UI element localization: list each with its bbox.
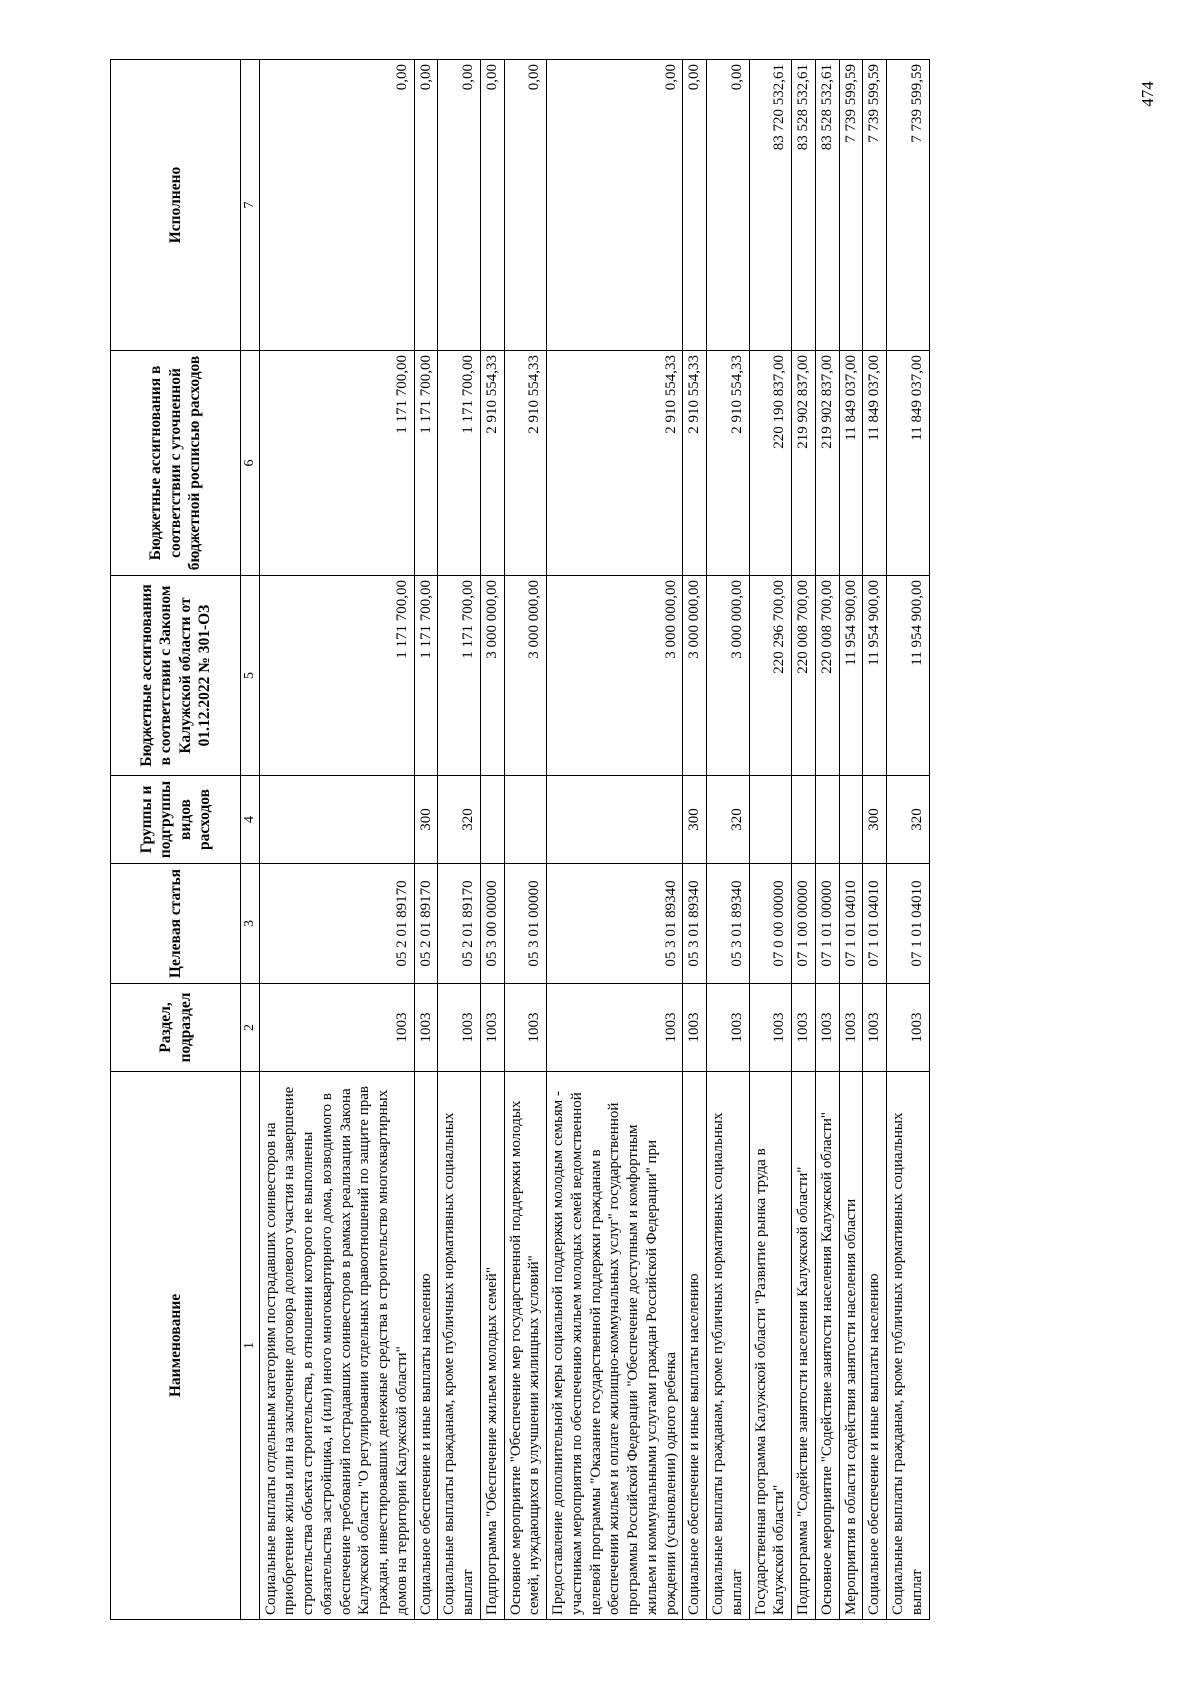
row-name: Социальные выплаты гражданам, кроме публичных нормативных социальных выплат [438,1072,481,1620]
row-target-article: 05 3 01 89340 [547,864,683,984]
table-row [815,60,839,1620]
row-executed: 83 528 532,61 [792,60,816,351]
row-name: Основное мероприятие "Содействие занятости населения Калужской области" [815,1072,839,1620]
row-section: 1003 [259,984,414,1072]
row-executed: 0,00 [414,60,438,351]
row-expense-group: 300 [414,776,438,864]
row-expense-group [815,776,839,864]
row-executed: 0,00 [504,60,547,351]
row-name: Социальное обеспечение и иные выплаты населению [414,1072,438,1620]
row-target-article: 05 2 01 89170 [414,864,438,984]
row-law-allocation: 220 296 700,00 [749,576,792,776]
column-number: 5 [241,576,260,776]
header-executed: Исполнено [111,60,241,351]
row-refined-allocation: 219 902 837,00 [792,351,816,576]
column-number: 2 [241,984,260,1072]
row-section: 1003 [683,984,707,1072]
row-section: 1003 [839,984,863,1072]
row-refined-allocation: 1 171 700,00 [438,351,481,576]
column-number: 1 [241,1072,260,1620]
row-expense-group [792,776,816,864]
header-law-allocation: Бюджетные ассигнования в соответствии с Законом Калужской области от 01.12.2022 № 301-ОЗ [111,576,241,776]
row-name: Социальное обеспечение и иные выплаты населению [683,1072,707,1620]
page-number: 474 [1138,81,1157,107]
row-target-article: 05 3 00 00000 [480,864,504,984]
row-target-article: 05 3 01 89340 [683,864,707,984]
row-target-article: 07 1 01 04010 [863,864,887,984]
table-row [707,60,750,1620]
row-section: 1003 [414,984,438,1072]
row-name: Социальные выплаты отдельным категориям пострадавших соинвесторов на приобретение жилья или на заключение договора долевого участия на завершение строительства объекта строительства, в отношении которого не выполнены обязательства застройщика, и (или) иного многоквартирного дома, возводимого в обеспечение требований пострадавших соинвесторов в рамках реализации Закона Калужской области "О регулировании отдельных правоотношений по защите прав граждан, инвестировавших денежные средства в строительство многоквартирных домов на территории Калужской области" [259,1072,414,1620]
row-executed: 0,00 [683,60,707,351]
row-law-allocation: 3 000 000,00 [547,576,683,776]
row-section: 1003 [887,984,930,1072]
row-expense-group [504,776,547,864]
row-refined-allocation: 2 910 554,33 [547,351,683,576]
row-law-allocation: 3 000 000,00 [480,576,504,776]
row-target-article: 05 3 01 00000 [504,864,547,984]
row-refined-allocation: 2 910 554,33 [504,351,547,576]
row-name: Мероприятия в области содействия занятости населения области [839,1072,863,1620]
row-expense-group: 300 [863,776,887,864]
row-law-allocation: 1 171 700,00 [438,576,481,776]
row-expense-group: 320 [707,776,750,864]
row-section: 1003 [749,984,792,1072]
row-name: Подпрограмма "Обеспечение жильем молодых семей" [480,1072,504,1620]
row-target-article: 05 2 01 89170 [438,864,481,984]
row-refined-allocation: 11 849 037,00 [887,351,930,576]
row-refined-allocation: 2 910 554,33 [683,351,707,576]
header-refined-allocation: Бюджетные ассигнования в соответствии с уточненной бюджетной росписью расходов [111,351,241,576]
header-row [111,60,241,1620]
table-row [863,60,887,1620]
budget-table-sheet [110,60,1160,1620]
row-name: Государственная программа Калужской области "Развитие рынка труда в Калужской области" [749,1072,792,1620]
row-name: Основное мероприятие "Обеспечение мер государственной поддержки молодых семей, нуждающихся в улучшении жилищных условий" [504,1072,547,1620]
table-row [504,60,547,1620]
table-row [414,60,438,1620]
row-law-allocation: 1 171 700,00 [414,576,438,776]
header-name: Наименование [111,1072,241,1620]
header-section: Раздел, подраздел [111,984,241,1072]
row-expense-group [480,776,504,864]
column-number: 7 [241,60,260,351]
row-expense-group: 320 [887,776,930,864]
row-law-allocation: 11 954 900,00 [887,576,930,776]
table-row [438,60,481,1620]
row-law-allocation: 3 000 000,00 [707,576,750,776]
row-target-article: 05 3 01 89340 [707,864,750,984]
row-target-article: 07 1 01 00000 [815,864,839,984]
row-law-allocation: 3 000 000,00 [504,576,547,776]
row-section: 1003 [792,984,816,1072]
row-name: Подпрограмма "Содействие занятости населения Калужской области" [792,1072,816,1620]
row-refined-allocation: 2 910 554,33 [707,351,750,576]
row-executed: 0,00 [547,60,683,351]
row-expense-group [259,776,414,864]
row-section: 1003 [863,984,887,1072]
header-expense-group: Группы и подгруппы видов расходов [111,776,241,864]
row-executed: 83 528 532,61 [815,60,839,351]
row-executed: 0,00 [707,60,750,351]
row-name: Социальные выплаты гражданам, кроме публичных нормативных социальных выплат [707,1072,750,1620]
row-law-allocation: 3 000 000,00 [683,576,707,776]
row-executed: 83 720 532,61 [749,60,792,351]
row-name: Социальное обеспечение и иные выплаты населению [863,1072,887,1620]
row-section: 1003 [504,984,547,1072]
row-executed: 0,00 [438,60,481,351]
row-refined-allocation: 11 849 037,00 [839,351,863,576]
row-target-article: 05 2 01 89170 [259,864,414,984]
row-section: 1003 [547,984,683,1072]
row-expense-group [547,776,683,864]
header-target-article: Целевая статья [111,864,241,984]
row-name: Предоставление дополнительной меры социальной поддержки молодым семьям - участникам мероприятия по обеспечению жильем молодых семей ведомственной целевой программы "Оказание государственной поддержки гражданам в обеспечении жильем и оплате жилищно-коммунальных услуг" государственной программы Российской Федерации "Обеспечение доступным и комфортным жильем и коммунальными услугами граждан Российской Федерации" при рождении (усыновлении) одного ребенка [547,1072,683,1620]
table-body [259,60,929,1620]
table-row [749,60,792,1620]
row-expense-group [839,776,863,864]
row-law-allocation: 220 008 700,00 [815,576,839,776]
row-law-allocation: 220 008 700,00 [792,576,816,776]
row-refined-allocation: 219 902 837,00 [815,351,839,576]
row-refined-allocation: 11 849 037,00 [863,351,887,576]
column-number: 6 [241,351,260,576]
row-law-allocation: 1 171 700,00 [259,576,414,776]
row-law-allocation: 11 954 900,00 [863,576,887,776]
table-row [839,60,863,1620]
budget-execution-table [110,59,930,1620]
row-law-allocation: 11 954 900,00 [839,576,863,776]
column-number: 4 [241,776,260,864]
row-section: 1003 [707,984,750,1072]
row-section: 1003 [815,984,839,1072]
row-executed: 7 739 599,59 [839,60,863,351]
row-refined-allocation: 1 171 700,00 [259,351,414,576]
row-section: 1003 [480,984,504,1072]
row-target-article: 07 1 00 00000 [792,864,816,984]
row-target-article: 07 1 01 04010 [887,864,930,984]
table-row [259,60,414,1620]
row-target-article: 07 1 01 04010 [839,864,863,984]
row-expense-group: 300 [683,776,707,864]
row-name: Социальные выплаты гражданам, кроме публичных нормативных социальных выплат [887,1072,930,1620]
column-number: 3 [241,864,260,984]
table-row [480,60,504,1620]
row-refined-allocation: 1 171 700,00 [414,351,438,576]
row-executed: 0,00 [480,60,504,351]
table-row [887,60,930,1620]
table-row [792,60,816,1620]
row-executed: 0,00 [259,60,414,351]
row-target-article: 07 0 00 00000 [749,864,792,984]
row-refined-allocation: 2 910 554,33 [480,351,504,576]
row-expense-group: 320 [438,776,481,864]
column-number-row [241,60,260,1620]
row-expense-group [749,776,792,864]
row-executed: 7 739 599,59 [887,60,930,351]
table-row [683,60,707,1620]
table-row [547,60,683,1620]
row-executed: 7 739 599,59 [863,60,887,351]
row-section: 1003 [438,984,481,1072]
row-refined-allocation: 220 190 837,00 [749,351,792,576]
